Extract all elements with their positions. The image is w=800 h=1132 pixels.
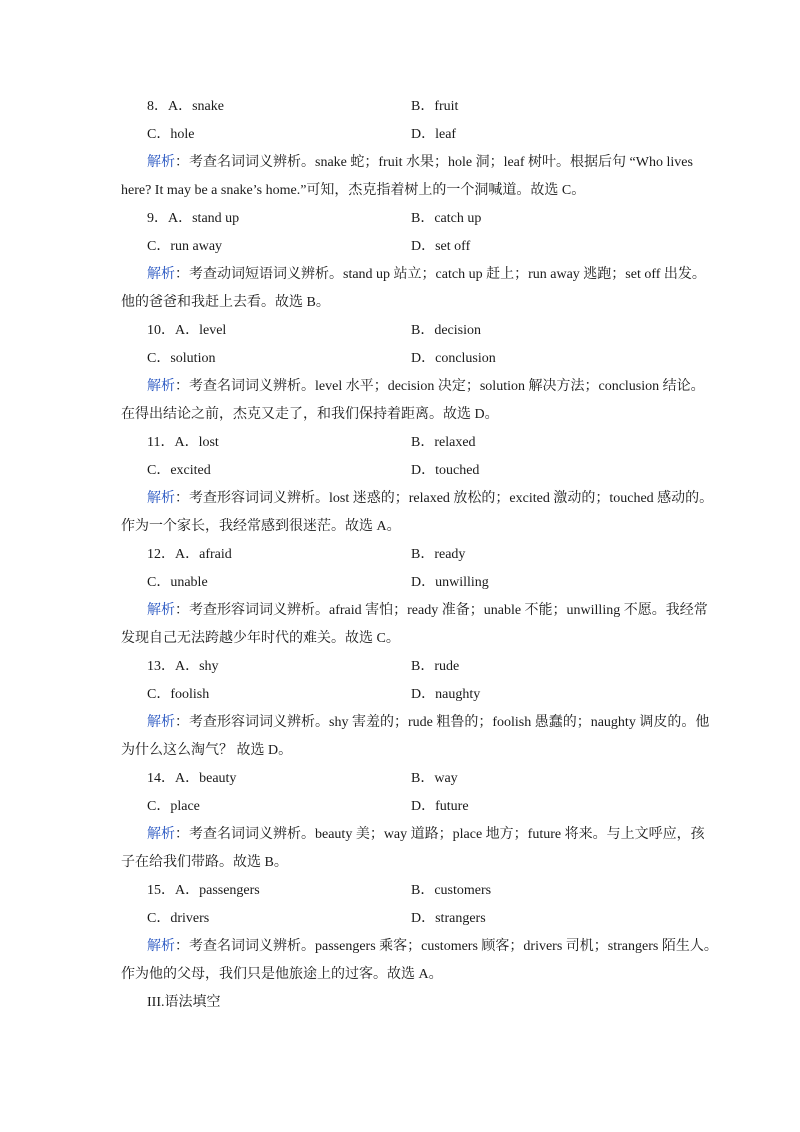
analysis-text-line1: ：考查形容词词义辨析。lost 迷惑的；relaxed 放松的；excited 激动的；touched 感动的。 [175, 491, 714, 506]
option-a: 12．A．afraid [147, 547, 232, 562]
analysis [121, 261, 707, 317]
analysis-label: 解析 [147, 267, 175, 282]
option-d: D．touched [411, 463, 480, 478]
analysis-text-line1: ：考查名词词义辨析。level 水平；decision 决定；solution 解决方法；conclusion 结论。 [175, 379, 705, 394]
option-a: 10．A．level [147, 323, 227, 338]
analysis-text-line1: ：考查名词词义辨析。snake 蛇；fruit 水果；hole 洞；leaf 树叶。根据后句 “Who lives [175, 155, 693, 170]
option-b: B．relaxed [411, 435, 476, 450]
analysis [121, 709, 710, 765]
question-8 [121, 93, 707, 205]
option-b: B．decision [411, 323, 481, 338]
question-10 [121, 317, 707, 429]
option-d: D．set off [411, 239, 471, 254]
option-b: B．ready [411, 547, 466, 562]
analysis-text-line1: ：考查动词短语词义辨析。stand up 站立；catch up 赶上；run away 逃跑；set off 出发。 [175, 267, 706, 282]
option-d: D．future [411, 799, 469, 814]
options-row-2 [147, 905, 707, 933]
options-row-1 [147, 765, 707, 793]
option-a: 13．A．shy [147, 659, 219, 674]
option-c: C．run away [147, 239, 223, 254]
option-c: C．place [147, 799, 200, 814]
option-d: D．leaf [411, 127, 457, 142]
analysis-label: 解析 [147, 715, 175, 730]
options-row-1 [147, 205, 707, 233]
option-b: B．rude [411, 659, 460, 674]
analysis [121, 485, 714, 541]
option-c: C．foolish [147, 687, 210, 702]
analysis [121, 597, 708, 653]
analysis-label: 解析 [147, 155, 175, 170]
option-c: C．solution [147, 351, 216, 366]
analysis-text-line2: here? It may be a snake’s home.”可知，杰克指着树上的一个洞喊道。故选 C。 [121, 183, 586, 198]
option-c: C．hole [147, 127, 195, 142]
option-a: 9．A．stand up [147, 211, 240, 226]
options-row-2 [147, 233, 707, 261]
option-c: C．excited [147, 463, 211, 478]
question-12 [121, 541, 708, 653]
analysis-label: 解析 [147, 491, 175, 506]
analysis-text-line2: 子在给我们带路。故选 B。 [121, 855, 288, 870]
analysis-text-line2: 作为一个家长，我经常感到很迷茫。故选 A。 [121, 519, 401, 534]
analysis-text-line1: ：考查名词词义辨析。passengers 乘客；customers 顾客；drivers 司机；strangers 陌生人。 [175, 939, 718, 954]
option-a: 14．A．beauty [147, 771, 237, 786]
options-row-2 [147, 681, 707, 709]
analysis-text-line1: ：考查形容词词义辨析。shy 害羞的；rude 粗鲁的；foolish 愚蠢的；naughty 调皮的。他 [175, 715, 710, 730]
analysis-text-line2: 他的爸爸和我赶上去看。故选 B。 [121, 295, 330, 310]
question-9 [121, 205, 707, 317]
option-c: C．drivers [147, 911, 210, 926]
analysis-label: 解析 [147, 827, 175, 842]
option-b: B．customers [411, 883, 492, 898]
analysis [121, 933, 718, 989]
option-a: 11．A．lost [147, 435, 219, 450]
option-d: D．strangers [411, 911, 486, 926]
analysis-text-line1: ：考查名词词义辨析。beauty 美；way 道路；place 地方；future 将来。与上文呼应，孩 [175, 827, 705, 842]
analysis-text-line2: 发现自己无法跨越少年时代的难关。故选 C。 [121, 631, 400, 646]
analysis [121, 149, 707, 205]
options-row-1 [147, 653, 707, 681]
option-d: D．unwilling [411, 575, 489, 590]
options-row-2 [147, 121, 707, 149]
options-row-1 [147, 93, 707, 121]
analysis-label: 解析 [147, 603, 175, 618]
option-b: B．catch up [411, 211, 482, 226]
analysis-text-line2: 作为他的父母，我们只是他旅途上的过客。故选 A。 [121, 967, 443, 982]
options-row-1 [147, 429, 707, 457]
option-d: D．conclusion [411, 351, 496, 366]
option-d: D．naughty [411, 687, 481, 702]
options-row-2 [147, 569, 707, 597]
analysis [121, 821, 707, 877]
option-c: C．unable [147, 575, 208, 590]
analysis [121, 373, 707, 429]
option-a: 15．A．passengers [147, 883, 260, 898]
analysis-label: 解析 [147, 939, 175, 954]
options-row-2 [147, 345, 707, 373]
option-a: 8．A．snake [147, 99, 224, 114]
question-11 [121, 429, 714, 541]
option-b: B．fruit [411, 99, 459, 114]
question-14 [121, 765, 707, 877]
options-row-2 [147, 457, 707, 485]
option-b: B．way [411, 771, 458, 786]
analysis-text-line2: 为什么这么淘气？ 故选 D。 [121, 743, 293, 758]
analysis-text-line1: ：考查形容词词义辨析。afraid 害怕；ready 准备；unable 不能；unwilling 不愿。我经常 [175, 603, 708, 618]
question-15 [121, 877, 718, 989]
options-row-1 [147, 541, 707, 569]
question-13 [121, 653, 710, 765]
options-row-2 [147, 793, 707, 821]
options-row-1 [147, 877, 707, 905]
analysis-label: 解析 [147, 379, 175, 394]
section-title: III.语法填空 [147, 995, 221, 1010]
options-row-1 [147, 317, 707, 345]
analysis-text-line2: 在得出结论之前，杰克又走了，和我们保持着距离。故选 D。 [121, 407, 499, 422]
